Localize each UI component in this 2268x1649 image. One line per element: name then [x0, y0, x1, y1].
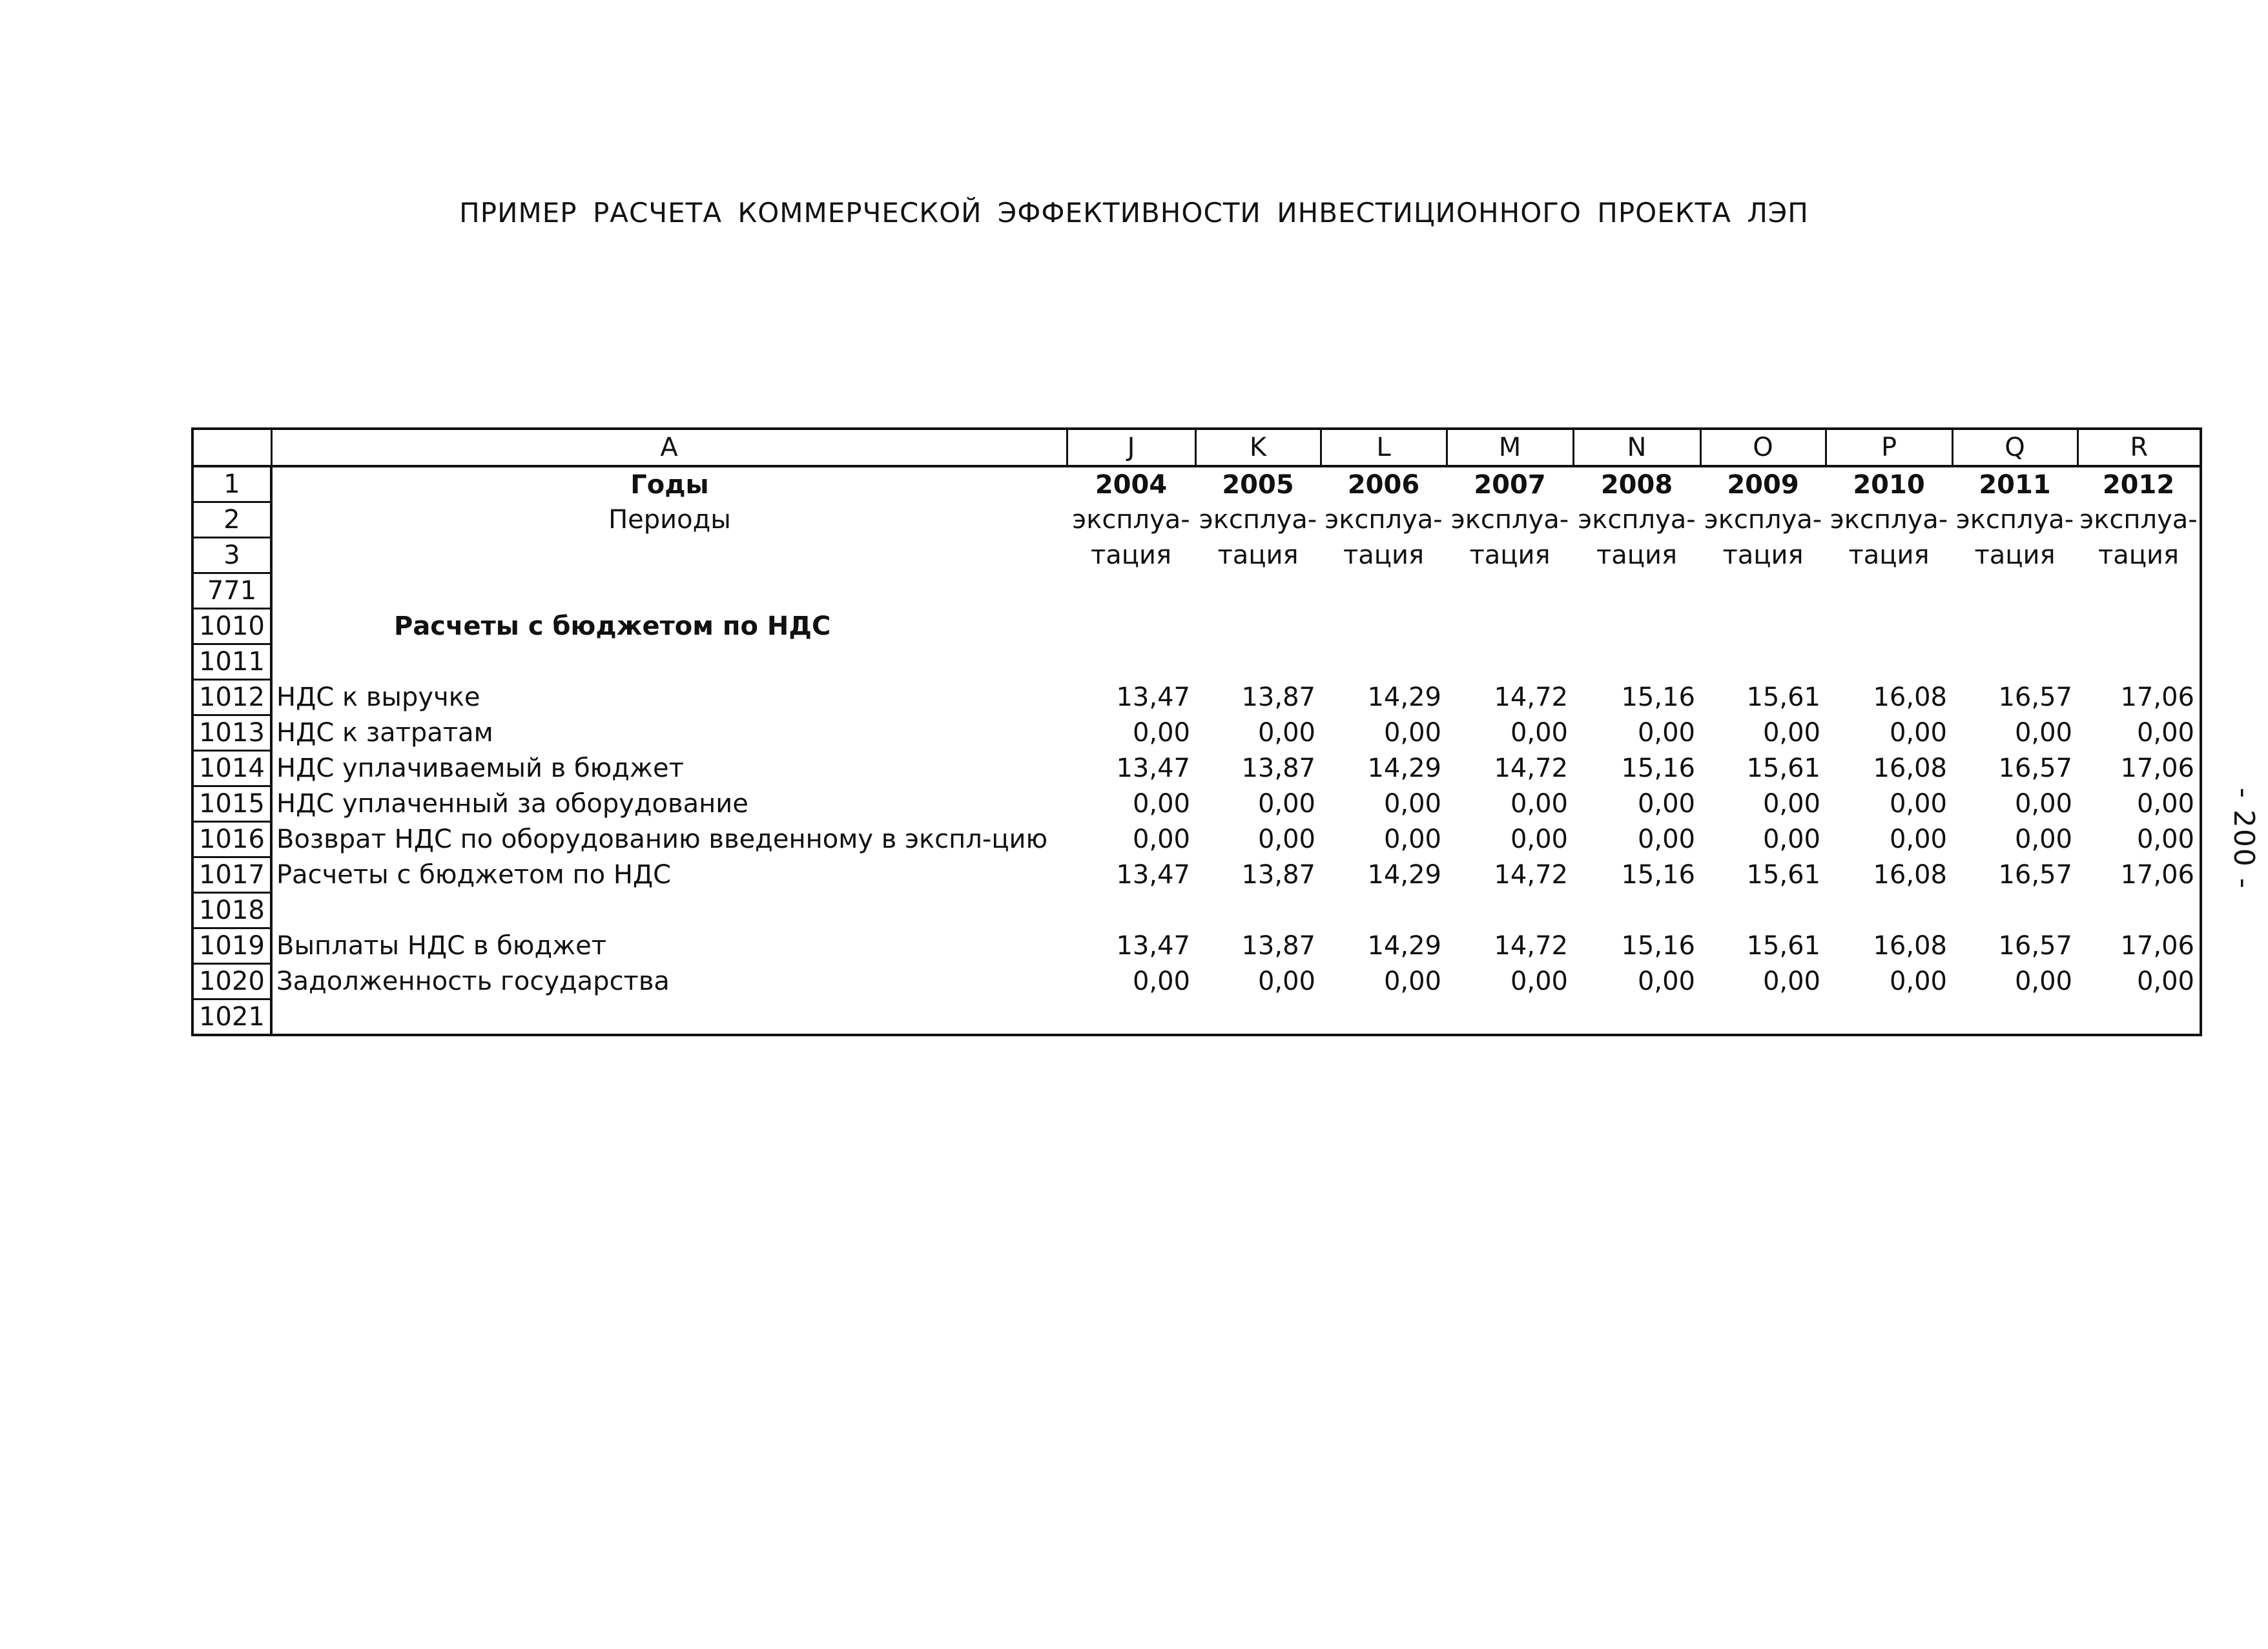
- value-cell: 13,47: [1116, 860, 1190, 890]
- table-row: [192, 680, 2201, 715]
- value-cell: 16,57: [1998, 860, 2072, 890]
- value-cell: 17,06: [2120, 682, 2194, 712]
- period-cell: тация: [1848, 540, 1930, 570]
- page-number: [2196, 762, 2268, 891]
- empty-cell: [271, 893, 2201, 928]
- value-cell: 0,00: [1889, 718, 1947, 748]
- value-cell: 16,08: [1873, 753, 1947, 783]
- column-header-j: J: [1067, 429, 1195, 466]
- period-cell: эксплуа-: [1830, 505, 1948, 535]
- value-cell: 13,47: [1116, 682, 1190, 712]
- period-cell: тация: [2098, 540, 2180, 570]
- table-row-periods-cont: [192, 538, 2201, 573]
- periods-label: Периоды: [608, 505, 731, 535]
- value-cell: 0,00: [1762, 824, 1820, 854]
- period-cell: тация: [1343, 540, 1425, 570]
- value-cell: 0,00: [1637, 967, 1695, 996]
- value-cell: 15,16: [1621, 682, 1695, 712]
- value-cell: 14,29: [1367, 931, 1441, 961]
- row-number: 1: [192, 466, 271, 502]
- period-cell: эксплуа-: [2079, 505, 2198, 535]
- table-row: [192, 857, 2201, 893]
- value-cell: 14,72: [1494, 931, 1568, 961]
- period-cell: эксплуа-: [1578, 505, 1696, 535]
- page-title: ПРИМЕР РАСЧЕТА КОММЕРЧЕСКОЙ ЭФФЕКТИВНОСТИ ИНВЕСТИЦИОННОГО ПРОЕКТА ЛЭП: [459, 197, 1809, 229]
- value-cell: 16,57: [1998, 753, 2072, 783]
- value-cell: 13,87: [1241, 753, 1315, 783]
- table-row-section: [192, 609, 2201, 644]
- value-cell: 17,06: [2120, 860, 2194, 890]
- value-cell: 14,72: [1494, 682, 1568, 712]
- row-number: 1011: [192, 644, 271, 680]
- value-cell: 14,29: [1367, 682, 1441, 712]
- empty-cell: [271, 999, 2201, 1036]
- period-cell: тация: [1217, 540, 1299, 570]
- empty-cell: [271, 644, 2201, 680]
- row-number: 771: [192, 573, 271, 609]
- column-header-r: R: [2077, 429, 2201, 466]
- value-cell: 16,08: [1873, 931, 1947, 961]
- period-cell: эксплуа-: [1450, 505, 1569, 535]
- value-cell: 15,16: [1621, 860, 1695, 890]
- value-cell: 0,00: [1762, 718, 1820, 748]
- period-cell: эксплуа-: [1955, 505, 2074, 535]
- column-header-o: O: [1700, 429, 1826, 466]
- value-cell: 0,00: [2014, 789, 2072, 819]
- value-cell: 0,00: [1762, 789, 1820, 819]
- empty-label: [271, 538, 1067, 573]
- period-cell: тация: [1469, 540, 1551, 570]
- value-cell: 16,08: [1873, 860, 1947, 890]
- corner-cell: [192, 429, 271, 466]
- column-header-n: N: [1573, 429, 1700, 466]
- row-number: 1014: [192, 751, 271, 786]
- row-label: Задолженность государства: [276, 967, 670, 996]
- row-number: 1019: [192, 928, 271, 964]
- table-row: [192, 751, 2201, 786]
- table-row: [192, 786, 2201, 822]
- value-cell: 16,08: [1873, 682, 1947, 712]
- value-cell: 0,00: [1257, 789, 1315, 819]
- value-cell: 17,06: [2120, 931, 2194, 961]
- value-cell: 14,29: [1367, 860, 1441, 890]
- value-cell: 0,00: [1383, 824, 1441, 854]
- value-cell: 0,00: [1762, 967, 1820, 996]
- value-cell: 13,47: [1116, 753, 1190, 783]
- value-cell: 0,00: [2014, 824, 2072, 854]
- value-cell: 0,00: [1257, 718, 1315, 748]
- section-title: Расчеты с бюджетом по НДС: [394, 611, 831, 641]
- row-number: 1010: [192, 609, 271, 644]
- value-cell: 0,00: [1383, 718, 1441, 748]
- column-header-a: A: [271, 429, 1067, 466]
- value-cell: 0,00: [1637, 824, 1695, 854]
- value-cell: 0,00: [1510, 789, 1568, 819]
- column-header-q: Q: [1952, 429, 2077, 466]
- value-cell: 0,00: [1257, 967, 1315, 996]
- year-cell: 2006: [1347, 469, 1420, 500]
- period-cell: эксплуа-: [1325, 505, 1443, 535]
- row-number: 1020: [192, 964, 271, 999]
- value-cell: 13,47: [1116, 931, 1190, 961]
- value-cell: 0,00: [1510, 824, 1568, 854]
- value-cell: 14,29: [1367, 753, 1441, 783]
- column-header-p: P: [1826, 429, 1952, 466]
- column-header-m: M: [1447, 429, 1573, 466]
- row-number: 1017: [192, 857, 271, 893]
- row-label: Расчеты с бюджетом по НДС: [276, 860, 672, 890]
- column-header-row: [192, 429, 2201, 466]
- value-cell: 14,72: [1494, 753, 1568, 783]
- value-cell: 0,00: [1889, 789, 1947, 819]
- value-cell: 16,57: [1998, 931, 2072, 961]
- period-cell: эксплуа-: [1199, 505, 1317, 535]
- year-cell: 2011: [1979, 469, 2051, 500]
- row-label: Выплаты НДС в бюджет: [276, 931, 607, 961]
- value-cell: 13,87: [1241, 931, 1315, 961]
- value-cell: 13,87: [1241, 860, 1315, 890]
- period-cell: эксплуа-: [1704, 505, 1822, 535]
- value-cell: 0,00: [1383, 789, 1441, 819]
- period-cell: тация: [1722, 540, 1804, 570]
- value-cell: 0,00: [2136, 967, 2194, 996]
- value-cell: 0,00: [1889, 967, 1947, 996]
- value-cell: 0,00: [1132, 789, 1190, 819]
- year-cell: 2009: [1727, 469, 1799, 500]
- year-cell: 2008: [1600, 469, 1673, 500]
- value-cell: 0,00: [2014, 967, 2072, 996]
- value-cell: 17,06: [2120, 753, 2194, 783]
- period-cell: тация: [1596, 540, 1678, 570]
- table-row: [192, 928, 2201, 964]
- year-cell: 2004: [1095, 469, 1168, 500]
- row-label: НДС уплаченный за оборудование: [276, 789, 748, 819]
- value-cell: 14,72: [1494, 860, 1568, 890]
- table-row: [192, 715, 2201, 751]
- value-cell: 0,00: [2136, 789, 2194, 819]
- value-cell: 0,00: [1510, 718, 1568, 748]
- value-cell: 0,00: [2014, 718, 2072, 748]
- table-row-empty: [192, 644, 2201, 680]
- row-number: 1013: [192, 715, 271, 751]
- value-cell: 0,00: [1383, 967, 1441, 996]
- empty-cell: [271, 573, 2201, 609]
- value-cell: 0,00: [1889, 824, 1947, 854]
- value-cell: 15,61: [1746, 931, 1820, 961]
- value-cell: 16,57: [1998, 682, 2072, 712]
- row-number: 1021: [192, 999, 271, 1036]
- row-label: НДС уплачиваемый в бюджет: [276, 753, 684, 783]
- value-cell: 0,00: [1257, 824, 1315, 854]
- value-cell: 0,00: [2136, 824, 2194, 854]
- value-cell: 0,00: [1637, 789, 1695, 819]
- value-cell: 15,61: [1746, 753, 1820, 783]
- value-cell: 15,16: [1621, 753, 1695, 783]
- period-cell: эксплуа-: [1072, 505, 1190, 535]
- row-number: 2: [192, 502, 271, 538]
- value-cell: 13,87: [1241, 682, 1315, 712]
- value-cell: 0,00: [2136, 718, 2194, 748]
- row-label: Возврат НДС по оборудованию введенному в экспл-цию: [276, 824, 1048, 854]
- value-cell: 0,00: [1510, 967, 1568, 996]
- row-number: 1015: [192, 786, 271, 822]
- spreadsheet-table: [191, 427, 2202, 1036]
- row-number: 3: [192, 538, 271, 573]
- period-cell: тация: [1974, 540, 2056, 570]
- row-number: 1018: [192, 893, 271, 928]
- year-cell: 2005: [1222, 469, 1294, 500]
- value-cell: 15,61: [1746, 860, 1820, 890]
- column-header-l: L: [1321, 429, 1447, 466]
- row-label: НДС к затратам: [276, 718, 493, 748]
- years-label: Годы: [630, 469, 709, 500]
- column-header-k: K: [1195, 429, 1321, 466]
- value-cell: 0,00: [1132, 967, 1190, 996]
- table-row-periods: [192, 502, 2201, 538]
- table-row-years: [192, 466, 2201, 502]
- year-cell: 2010: [1853, 469, 1925, 500]
- row-number: 1016: [192, 822, 271, 857]
- year-cell: 2007: [1474, 469, 1546, 500]
- value-cell: 0,00: [1132, 824, 1190, 854]
- table-row-empty: [192, 893, 2201, 928]
- table-row-empty: [192, 999, 2201, 1036]
- table-row: [192, 822, 2201, 857]
- empty-cell: [1067, 609, 2201, 644]
- year-cell: 2012: [2102, 469, 2175, 500]
- table-row: [192, 964, 2201, 999]
- value-cell: 15,61: [1746, 682, 1820, 712]
- value-cell: 0,00: [1637, 718, 1695, 748]
- period-cell: тация: [1090, 540, 1172, 570]
- value-cell: 15,16: [1621, 931, 1695, 961]
- row-number: 1012: [192, 680, 271, 715]
- row-label: НДС к выручке: [276, 682, 480, 712]
- table-row-empty: [192, 573, 2201, 609]
- page-number-text: - 200 -: [2227, 788, 2260, 890]
- value-cell: 0,00: [1132, 718, 1190, 748]
